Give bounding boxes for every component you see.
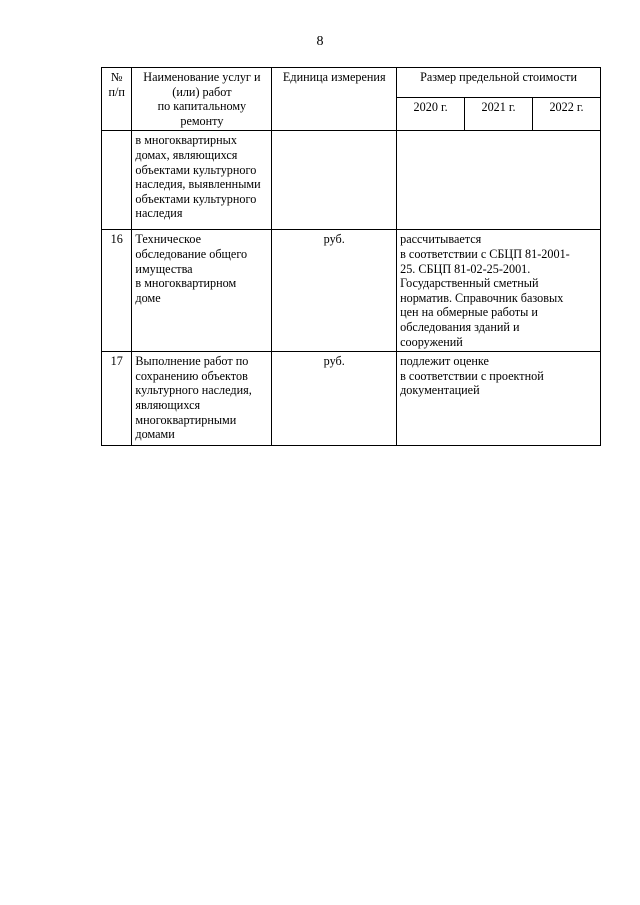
row-name	[132, 230, 272, 352]
row-note-line: норматив. Справочник базовых	[400, 290, 564, 305]
table-row	[102, 131, 601, 230]
header-name-line: по капитальному	[157, 99, 247, 114]
row-num: 16	[102, 230, 132, 352]
row-name	[132, 131, 272, 230]
header-name-line: (или) работ	[172, 84, 232, 99]
header-name-line: Наименование услуг и	[143, 70, 261, 84]
row-price-note	[397, 352, 601, 446]
row-note-line: подлежит оценке	[400, 354, 489, 369]
row-name-line: имущества	[135, 261, 193, 276]
row-num	[102, 131, 132, 230]
row-num: 17	[102, 352, 132, 446]
row-note-line: 25. СБЦП 81-02-25-2001.	[400, 261, 531, 276]
header-unit: Единица измерения	[272, 68, 397, 131]
row-unit: руб.	[272, 230, 397, 352]
row-name-line: Техническое	[135, 232, 201, 247]
row-name-line: многоквартирными	[135, 412, 237, 427]
row-unit	[272, 131, 397, 230]
table-row	[102, 230, 601, 352]
header-year-2021: 2021 г.	[465, 98, 533, 131]
row-note-line: рассчитывается	[400, 232, 482, 247]
row-note-line: цен на обмерные работы и	[400, 305, 538, 320]
row-name-line: обследование общего	[135, 246, 248, 261]
row-name-line: являющихся	[135, 397, 201, 412]
row-name	[132, 352, 272, 446]
header-name-line: ремонту	[180, 113, 224, 128]
row-name-line: культурного наследия,	[135, 383, 252, 398]
page-number: 8	[316, 34, 324, 49]
cost-table	[101, 67, 601, 446]
row-name-line: домами	[135, 427, 175, 442]
row-note-line: Государственный сметный	[400, 276, 539, 291]
row-name-line: домах, являющихся	[135, 147, 238, 162]
row-price-note	[397, 230, 601, 352]
row-name-line: наследия	[135, 206, 183, 221]
row-note-line: сооружений	[400, 334, 463, 349]
row-name-line: объектами культурного	[135, 162, 257, 177]
table-row	[102, 352, 601, 446]
row-price-note	[397, 131, 601, 230]
row-name-line: в многоквартирных	[135, 133, 237, 148]
row-name-line: доме	[135, 290, 161, 305]
row-name-line: наследия, выявленными	[135, 177, 261, 192]
row-unit: руб.	[272, 352, 397, 446]
header-num-line: №	[110, 70, 123, 84]
row-note-line: в соответствии с проектной	[400, 368, 544, 383]
header-year-2022: 2022 г.	[532, 98, 600, 131]
header-num	[102, 68, 132, 131]
row-note-line: обследования зданий и	[400, 319, 520, 334]
header-num-line: п/п	[108, 84, 125, 99]
row-name-line: объектами культурного	[135, 191, 257, 206]
header-name	[132, 68, 272, 131]
header-year-2020: 2020 г.	[397, 98, 465, 131]
row-note-line: в соответствии с СБЦП 81-2001-	[400, 246, 570, 261]
row-name-line: в многоквартирном	[135, 276, 237, 291]
row-name-line: сохранению объектов	[135, 368, 248, 383]
row-name-line: Выполнение работ по	[135, 354, 249, 369]
row-note-line: документацией	[400, 383, 480, 398]
header-price-group: Размер предельной стоимости	[397, 68, 601, 98]
